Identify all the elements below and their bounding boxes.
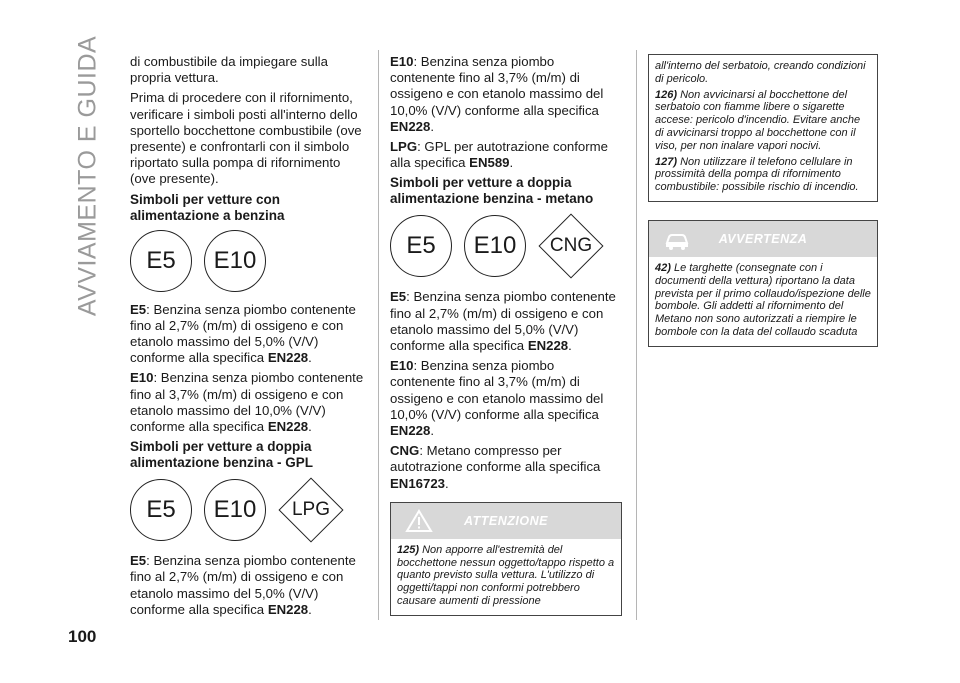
e5-symbol: E5 (390, 215, 452, 277)
lpg-symbol: LPG (278, 477, 344, 543)
column-2 (390, 54, 622, 616)
note-125-continuation: all'interno del serbatoio, creando condizioni di pericolo. (655, 60, 866, 85)
page-number: 100 (68, 627, 97, 646)
lpg-description: LPG: GPL per autotrazione conforme alla specifica EN589. (390, 139, 608, 171)
section-title-text: AVVIAMENTO E GUIDA (73, 35, 102, 316)
attenzione-box (390, 502, 622, 616)
attenzione-continuation-box (648, 54, 878, 202)
note-125: 125) Non apporre all'estremità del bocchettone nessun oggetto/tappo rispetto a quanto previsto sulla vettura. L'utilizzo di oggetti/tappi non conformi potrebbero causare aumenti di pressione (397, 543, 615, 608)
e10-symbol: E10 (204, 230, 266, 292)
symbols-metano (390, 213, 622, 279)
column-divider (378, 50, 379, 620)
paragraph: di combustibile da impiegare sulla propria vettura. (130, 54, 328, 86)
e5-description: E5: Benzina senza piombo contenente fino al 2,7% (m/m) di ossigeno e con etanolo massimo del 5,0% (V/V) conforme alla specifica EN228. (130, 301, 356, 366)
e10-description: E10: Benzina senza piombo contenente fino al 3,7% (m/m) di ossigeno e con etanolo massimo del 10,0% (V/V) conforme alla specifica EN228. (390, 358, 604, 439)
heading-metano: Simboli per vetture a doppia alimentazione benzina - metano (390, 175, 594, 207)
attenzione-header (391, 503, 621, 539)
e5-symbol: E5 (130, 479, 192, 541)
avvertenza-title: AVVERTENZA (718, 231, 808, 246)
e10-description: E10: Benzina senza piombo contenente fino al 3,7% (m/m) di ossigeno e con etanolo massimo del 10,0% (V/V) conforme alla specifica EN228. (390, 54, 604, 134)
e10-symbol: E10 (204, 479, 266, 541)
car-info-icon (663, 227, 691, 251)
attenzione-body (391, 539, 621, 615)
cng-symbol: CNG (538, 213, 604, 279)
heading-gpl: Simboli per vetture a doppia alimentazione benzina - GPL (130, 439, 314, 471)
note-126: 126) Non avvicinarsi al bocchettone del serbatoio con fiamme libere o sigarette accese: pericolo d'incendio. Evitare anche di avvicinarsi troppo al bocchettone con il viso, per non inalare vapori nocivi. (655, 88, 861, 152)
warning-triangle-icon (405, 509, 433, 533)
symbols-benzina (130, 230, 365, 292)
column-3 (648, 54, 878, 347)
column-1 (130, 54, 365, 622)
symbols-gpl (130, 477, 365, 543)
paragraph: Prima di procedere con il rifornimento, verificare i simboli posti all'interno dello sportello bocchettone combustibile (ove presente) e confrontarli con il simbolo riportato sulla pompa di rifornimento (ove presente). (130, 90, 362, 187)
note-42: 42) Le targhette (consegnate con i documenti della vettura) riportano la data prevista per il primo collaudo/ispezione delle bombole. Gli addetti al rifornimento del Metano non sono autorizzati a riempire le bombole con la data del collaudo scaduta (655, 261, 871, 338)
note-127: 127) Non utilizzare il telefono cellulare in prossimità della pompa di rifornimento combustibile: possibile rischio di incendio. (655, 155, 859, 194)
avvertenza-box (648, 220, 878, 347)
e5-description: E5: Benzina senza piombo contenente fino al 2,7% (m/m) di ossigeno e con etanolo massimo del 5,0% (V/V) conforme alla specifica EN228. (390, 289, 616, 354)
avvertenza-header (649, 221, 877, 257)
e10-symbol: E10 (464, 215, 526, 277)
e5-description: E5: Benzina senza piombo contenente fino al 2,7% (m/m) di ossigeno e con etanolo massimo del 5,0% (V/V) conforme alla specifica EN228. (130, 553, 356, 617)
cng-description: CNG: Metano compresso per autotrazione conforme alla specifica EN16723. (390, 443, 601, 491)
section-title (68, 35, 108, 316)
avvertenza-body (649, 257, 877, 346)
e5-symbol: E5 (130, 230, 192, 292)
attenzione-title: ATTENZIONE (464, 513, 548, 528)
column-divider (636, 50, 637, 620)
attenzione-continuation-body (649, 55, 877, 201)
e10-description: E10: Benzina senza piombo contenente fino al 3,7% (m/m) di ossigeno e con etanolo massimo del 10,0% (V/V) conforme alla specifica EN228. (130, 370, 364, 435)
heading-benzina: Simboli per vetture con alimentazione a benzina (130, 191, 285, 223)
